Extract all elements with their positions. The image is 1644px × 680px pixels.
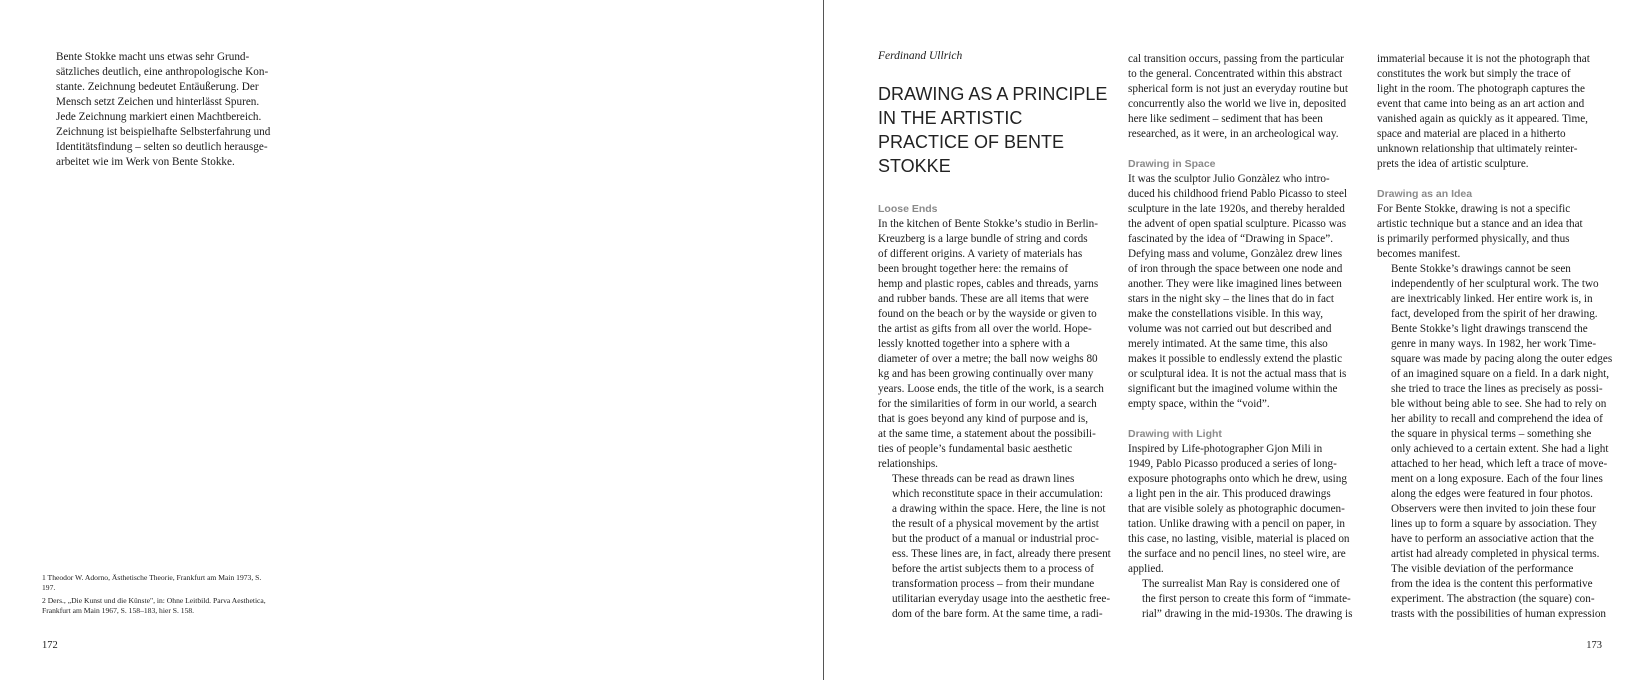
- text-line: ess. These lines are, in fact, already there present: [892, 548, 1111, 560]
- text-line: hemp and plastic ropes, cables and threads, yarns: [878, 278, 1099, 290]
- text-line: her ability to recall and comprehend the idea of: [1391, 413, 1603, 425]
- text-line: Inspired by Life-photographer Gjon Mili in: [1128, 443, 1323, 455]
- text-line: dom of the bare form. At the same time, a radi-: [892, 608, 1103, 620]
- text-line: stante. Zeichnung bedeutet Entäußerung. Der: [56, 81, 259, 93]
- text-line: before the artist subjects them to a process of: [892, 563, 1094, 575]
- text-line: Jede Zeichnung markiert einen Machtbereich.: [56, 111, 262, 123]
- text-line: becomes manifest.: [1377, 248, 1461, 260]
- text-line: of different origins. A variety of materials has: [878, 248, 1083, 260]
- footnote-1: 1 Theodor W. Adorno, Ästhetische Theorie, Frankfurt am Main 1973, S. 197.: [42, 573, 262, 592]
- text-line: Bente Stokke macht uns etwas sehr Grund-: [56, 51, 250, 63]
- page-gutter: [823, 0, 824, 680]
- paragraph: [1377, 262, 1607, 322]
- text-line: she tried to trace the lines as precisely as possi-: [1391, 383, 1603, 395]
- text-line: arbeitet wie im Werk von Bente Stokke.: [56, 156, 235, 168]
- section-heading-loose-ends: Loose Ends: [878, 203, 938, 215]
- text-line: genre in many ways. In 1982, her work Time-: [1391, 338, 1597, 350]
- text-line: artist had already completed in physical terms.: [1391, 548, 1600, 560]
- column-1: [878, 202, 1111, 622]
- right-page: [826, 0, 1644, 680]
- text-line: sculpture in the late 1920s, and thereby heralded: [1128, 203, 1345, 215]
- text-line: to the general. Concentrated within this abstract: [1128, 68, 1343, 80]
- text-line: volume was not carried out but described and: [1128, 323, 1332, 335]
- text-line: light in the room. The photograph captures the: [1377, 83, 1585, 95]
- text-line: ble without being able to see. She had to rely on: [1391, 398, 1607, 410]
- text-line: trasts with the possibilities of human expression: [1391, 608, 1607, 620]
- text-line: have to perform an associative action that the: [1391, 533, 1594, 545]
- text-line: duced his childhood friend Pablo Picasso to steel: [1128, 188, 1348, 200]
- section-heading-drawing-with-light: Drawing with Light: [1128, 428, 1222, 440]
- text-line: diameter of over a metre; the ball now weighs 80: [878, 353, 1098, 365]
- text-line: vanished again as quickly as it appeared. Time,: [1377, 113, 1588, 125]
- paragraph: [1377, 202, 1607, 262]
- page-number-right: 173: [1586, 640, 1602, 651]
- text-line: artistic technique but a stance and an idea that: [1377, 218, 1583, 230]
- paragraph: [1377, 562, 1607, 622]
- text-line: the square in physical terms – something she: [1391, 428, 1592, 440]
- text-line: for the similarities of form in our world, a search: [878, 398, 1097, 410]
- text-line: been brought together here: the remains of: [878, 263, 1069, 275]
- text-line: lessly knotted together into a sphere with a: [878, 338, 1070, 350]
- text-line: tation. Unlike drawing with a pencil on paper, in: [1128, 518, 1346, 530]
- text-line: fact, developed from the spirit of her drawing.: [1391, 308, 1598, 320]
- text-line: Mensch setzt Zeichen und hinterlässt Spuren.: [56, 96, 260, 108]
- text-line: concurrently also the world we live in, deposited: [1128, 98, 1347, 110]
- text-line: attached to her head, which left a trace of move-: [1391, 458, 1608, 470]
- text-line: exposure photographs onto which he drew, using: [1128, 473, 1347, 485]
- text-line: a drawing within the space. Here, the line is not: [892, 503, 1106, 515]
- text-line: Observers were then invited to join these four: [1391, 503, 1596, 515]
- paragraph: [1128, 442, 1358, 577]
- text-line: prets the idea of artistic sculpture.: [1377, 158, 1529, 170]
- paragraph: [1128, 577, 1358, 622]
- text-line: or sculptural idea. It is not the actual mass that is: [1128, 368, 1347, 380]
- text-line: 1949, Pablo Picasso produced a series of long-: [1128, 458, 1337, 470]
- text-line: ties of people’s fundamental basic aesthetic: [878, 443, 1073, 455]
- text-line: the first person to create this form of “immate-: [1142, 593, 1351, 605]
- text-line: of an imagined square on a field. In a dark night,: [1391, 368, 1610, 380]
- text-line: which reconstitute space in their accumulation:: [892, 488, 1103, 500]
- text-line: These threads can be read as drawn lines: [892, 473, 1075, 485]
- german-paragraph: [42, 50, 270, 170]
- text-line: event that came into being as an art action and: [1377, 98, 1585, 110]
- paragraph: [1377, 322, 1613, 562]
- text-line: a light pen in the air. This produced drawings: [1128, 488, 1331, 500]
- text-line: along the edges were featured in four photos.: [1391, 488, 1593, 500]
- text-line: Bente Stokke’s drawings cannot be seen: [1391, 263, 1571, 275]
- text-line: are inextricably linked. Her entire work is, in: [1391, 293, 1593, 305]
- text-line: The visible deviation of the performance: [1391, 563, 1574, 575]
- text-line: square was made by pacing along the outer edges: [1391, 353, 1613, 365]
- text-line: Zeichnung ist beispielhafte Selbsterfahrung und: [56, 126, 271, 138]
- text-line: rial” drawing in the mid-1930s. The drawing is: [1142, 608, 1353, 620]
- text-line: ment on a long exposure. Each of the four lines: [1391, 473, 1603, 485]
- text-line: another. They were like imagined lines between: [1128, 278, 1342, 290]
- text-line: found on the beach or by the wayside or given to: [878, 308, 1097, 320]
- paragraph: [1128, 172, 1358, 412]
- text-line: here like sediment – sediment that has been: [1128, 113, 1323, 125]
- text-line: Kreuzberg is a large bundle of string and cords: [878, 233, 1088, 245]
- text-line: but the product of a manual or industrial proc-: [892, 533, 1099, 545]
- text-line: researched, as it were, in an archeological way.: [1128, 128, 1339, 140]
- text-line: transformation process – from their mundane: [892, 578, 1095, 590]
- text-line: It was the sculptor Julio Gonzàlez who intro-: [1128, 173, 1330, 185]
- text-line: In the kitchen of Bente Stokke’s studio in Berlin-: [878, 218, 1098, 230]
- article-title: DRAWING AS A PRINCIPLE IN THE ARTISTIC PRACTICE OF BENTE STOKKE: [878, 84, 1108, 176]
- text-line: at the same time, a statement about the possibili-: [878, 428, 1096, 440]
- text-line: and rubber bands. These are all items that were: [878, 293, 1089, 305]
- author-name: Ferdinand Ullrich: [878, 50, 963, 62]
- text-line: space and material are placed in a hitherto: [1377, 128, 1566, 140]
- text-line: stars in the night sky – the lines that do in fact: [1128, 293, 1335, 305]
- text-line: kg and has been growing continually over many: [878, 368, 1094, 380]
- text-line: that are visible solely as photographic documen-: [1128, 503, 1345, 515]
- text-line: is primarily performed physically, and thus: [1377, 233, 1570, 245]
- text-line: of iron through the space between one node and: [1128, 263, 1343, 275]
- text-line: years. Loose ends, the title of the work, is a search: [878, 383, 1104, 395]
- text-line: lines up to form a square by association. They: [1391, 518, 1597, 530]
- text-line: spherical form is not just an everyday routine but: [1128, 83, 1348, 95]
- column-3: [1377, 52, 1613, 622]
- text-line: experiment. The abstraction (the square) con-: [1391, 593, 1595, 605]
- page-number-left: 172: [42, 640, 58, 651]
- text-line: significant but the imagined volume within the: [1128, 383, 1338, 395]
- text-line: The surrealist Man Ray is considered one of: [1142, 578, 1340, 590]
- text-line: makes it possible to endlessly extend the plastic: [1128, 353, 1343, 365]
- section-heading-drawing-as-an-idea: Drawing as an Idea: [1377, 188, 1473, 200]
- text-line: constitutes the work but simply the trace of: [1377, 68, 1571, 80]
- section-heading-drawing-in-space: Drawing in Space: [1128, 158, 1216, 170]
- text-line: fascinated by the idea of “Drawing in Space”.: [1128, 233, 1334, 245]
- text-line: unknown relationship that ultimately reinter-: [1377, 143, 1578, 155]
- paragraph: [878, 472, 1111, 622]
- text-line: that is goes beyond any kind of purpose and is,: [878, 413, 1089, 425]
- text-line: utilitarian everyday usage into the aesthetic free-: [892, 593, 1111, 605]
- text-line: make the constellations visible. In this way,: [1128, 308, 1324, 320]
- text-line: independently of her sculptural work. The two: [1391, 278, 1599, 290]
- german-paragraph-lines: [42, 50, 270, 170]
- column-2: [1128, 52, 1358, 622]
- paragraph: [1128, 52, 1358, 142]
- text-line: For Bente Stokke, drawing is not a specific: [1377, 203, 1571, 215]
- text-line: from the idea is the content this performative: [1391, 578, 1593, 590]
- footnotes: [42, 573, 267, 619]
- text-line: Defying mass and volume, Gonzàlez drew lines: [1128, 248, 1343, 260]
- text-line: the result of a physical movement by the artist: [892, 518, 1099, 530]
- text-line: relationships.: [878, 458, 938, 470]
- text-line: Identitätsfindung – selten so deutlich herausge-: [56, 141, 268, 153]
- text-line: the surface and no pencil lines, no steel wire, are: [1128, 548, 1346, 560]
- text-line: the advent of open spatial sculpture. Picasso was: [1128, 218, 1347, 230]
- footnote-2: 2 Ders., „Die Kunst und die Künste", in: Ohne Leitbild. Parva Aesthetica, Frankfurt am Main 1967, S. 158–183, hier S. 158.: [42, 596, 266, 615]
- text-line: empty space, within the “void”.: [1128, 398, 1270, 410]
- text-line: this case, no lasting, visible, material is placed on: [1128, 533, 1350, 545]
- text-line: merely intimated. At the same time, this also: [1128, 338, 1328, 350]
- text-line: the artist as gifts from all over the world. Hope-: [878, 323, 1092, 335]
- paragraph: [1377, 52, 1607, 172]
- text-line: cal transition occurs, passing from the particular: [1128, 53, 1344, 65]
- text-line: applied.: [1128, 563, 1164, 575]
- text-line: Bente Stokke’s light drawings transcend the: [1391, 323, 1588, 335]
- text-line: sätzliches deutlich, eine anthropologische Kon-: [56, 66, 269, 78]
- paragraph: [878, 217, 1108, 472]
- text-line: only achieved to a certain extent. She had a light: [1391, 443, 1609, 455]
- text-line: immaterial because it is not the photograph that: [1377, 53, 1590, 65]
